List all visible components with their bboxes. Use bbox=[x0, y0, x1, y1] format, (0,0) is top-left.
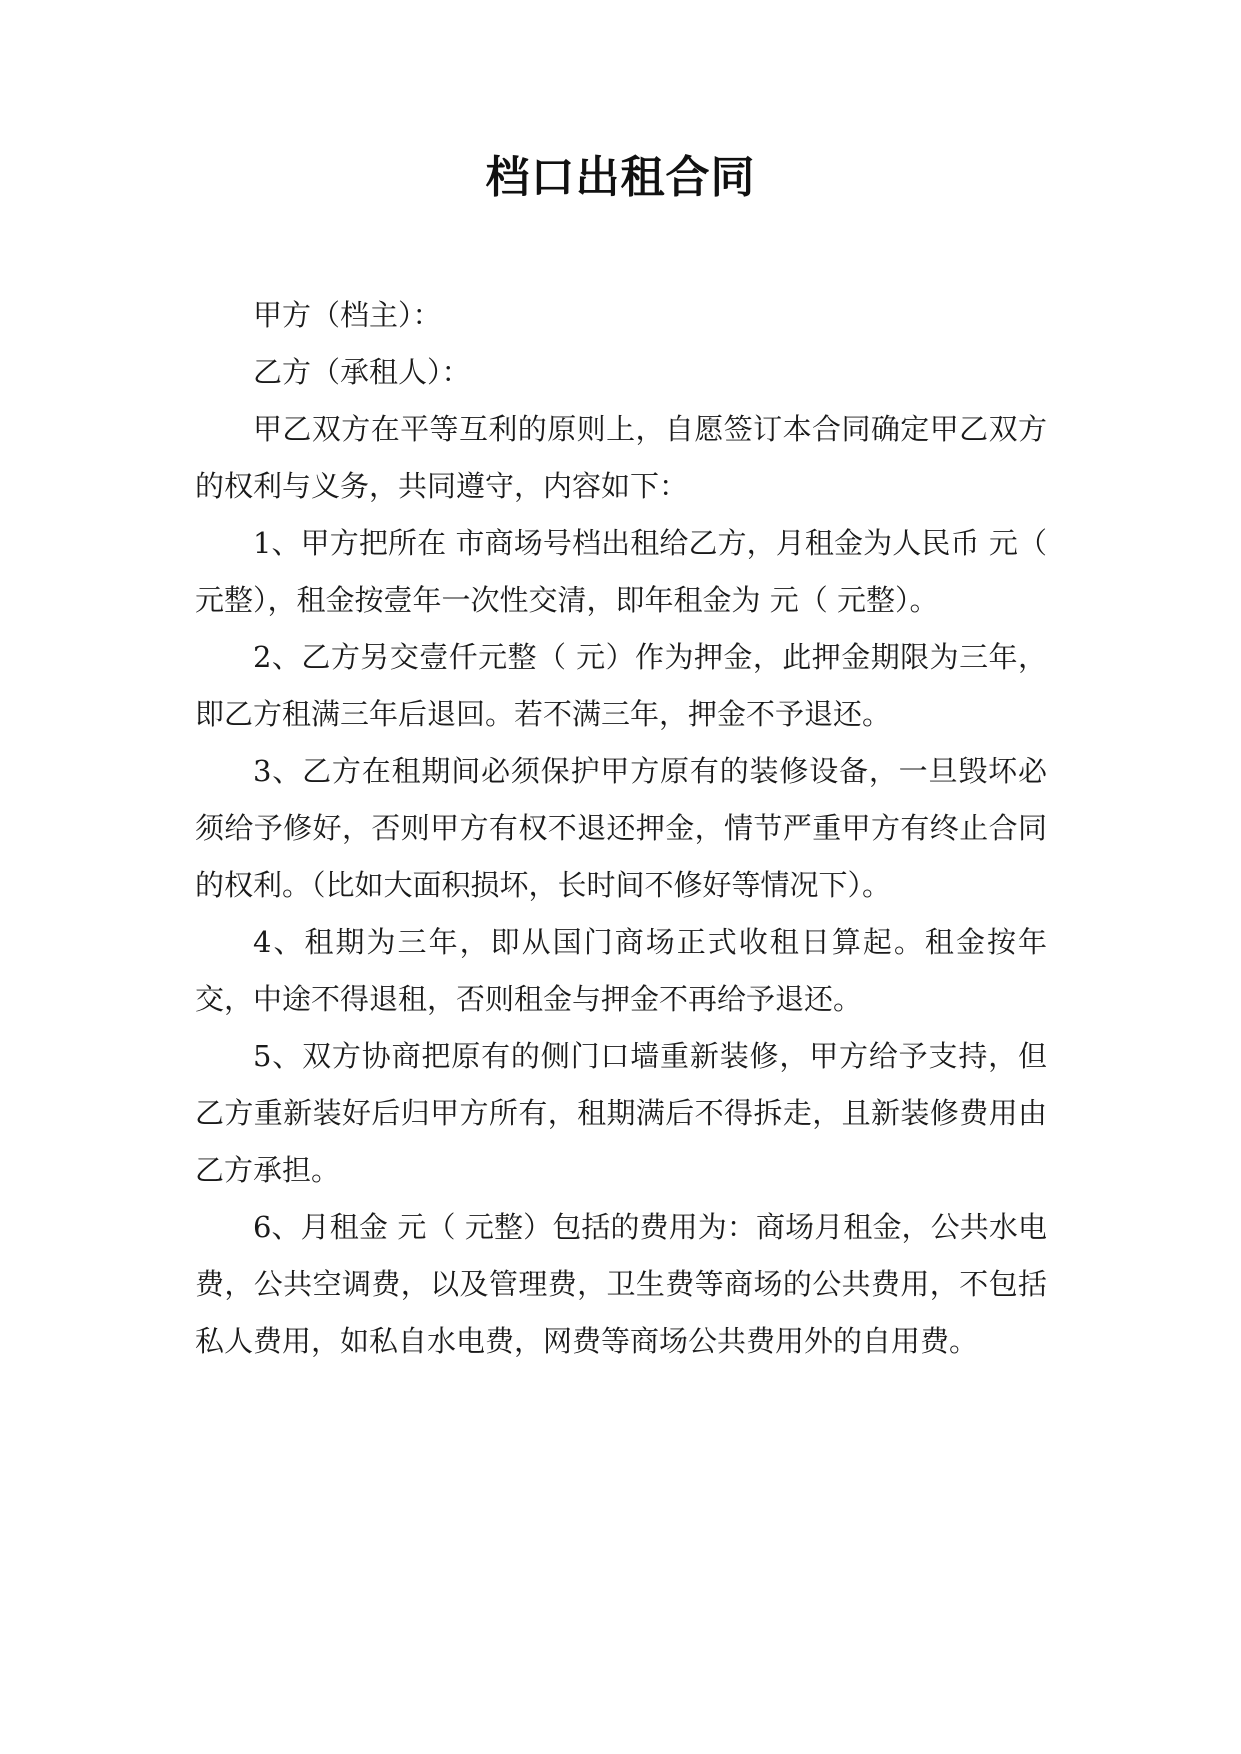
clause-6: 6、月租金 元（ 元整）包括的费用为：商场月租金，公共水电费，公共空调费，以及管理费，卫生费等商场的公共费用，不包括私人费用，如私自水电费，网费等商场公共费用外的自用费。 bbox=[195, 1210, 1047, 1358]
party-a-line: 甲方（档主）： bbox=[253, 298, 442, 332]
document-body bbox=[195, 287, 1047, 1370]
clause-1: 1、甲方把所在 市商场号档出租给乙方，月租金为人民币 元（ 元整），租金按壹年一次性交清，即年租金为 元（ 元整）。 bbox=[195, 526, 1047, 617]
clause-3: 3、乙方在租期间必须保护甲方原有的装修设备，一旦毁坏必须给予修好，否则甲方有权不退还押金，情节严重甲方有终止合同的权利。（比如大面积损坏，长时间不修好等情况下）。 bbox=[195, 754, 1047, 902]
document-title: 档口出租合同 bbox=[485, 152, 756, 203]
clause-5: 5、双方协商把原有的侧门口墙重新装修，甲方给予支持，但乙方重新装好后归甲方所有，租期满后不得拆走，且新装修费用由乙方承担。 bbox=[195, 1039, 1047, 1187]
clause-2: 2、乙方另交壹仟元整（ 元）作为押金，此押金期限为三年，即乙方租满三年后退回。若不满三年，押金不予退还。 bbox=[195, 640, 1047, 731]
party-b-line: 乙方（承租人）： bbox=[253, 355, 471, 389]
clause-4: 4、租期为三年，即从国门商场正式收租日算起。租金按年交，中途不得退租，否则租金与押金不再给予退还。 bbox=[195, 925, 1047, 1016]
intro-paragraph: 甲乙双方在平等互利的原则上，自愿签订本合同确定甲乙双方的权利与义务，共同遵守，内容如下： bbox=[195, 412, 1047, 503]
